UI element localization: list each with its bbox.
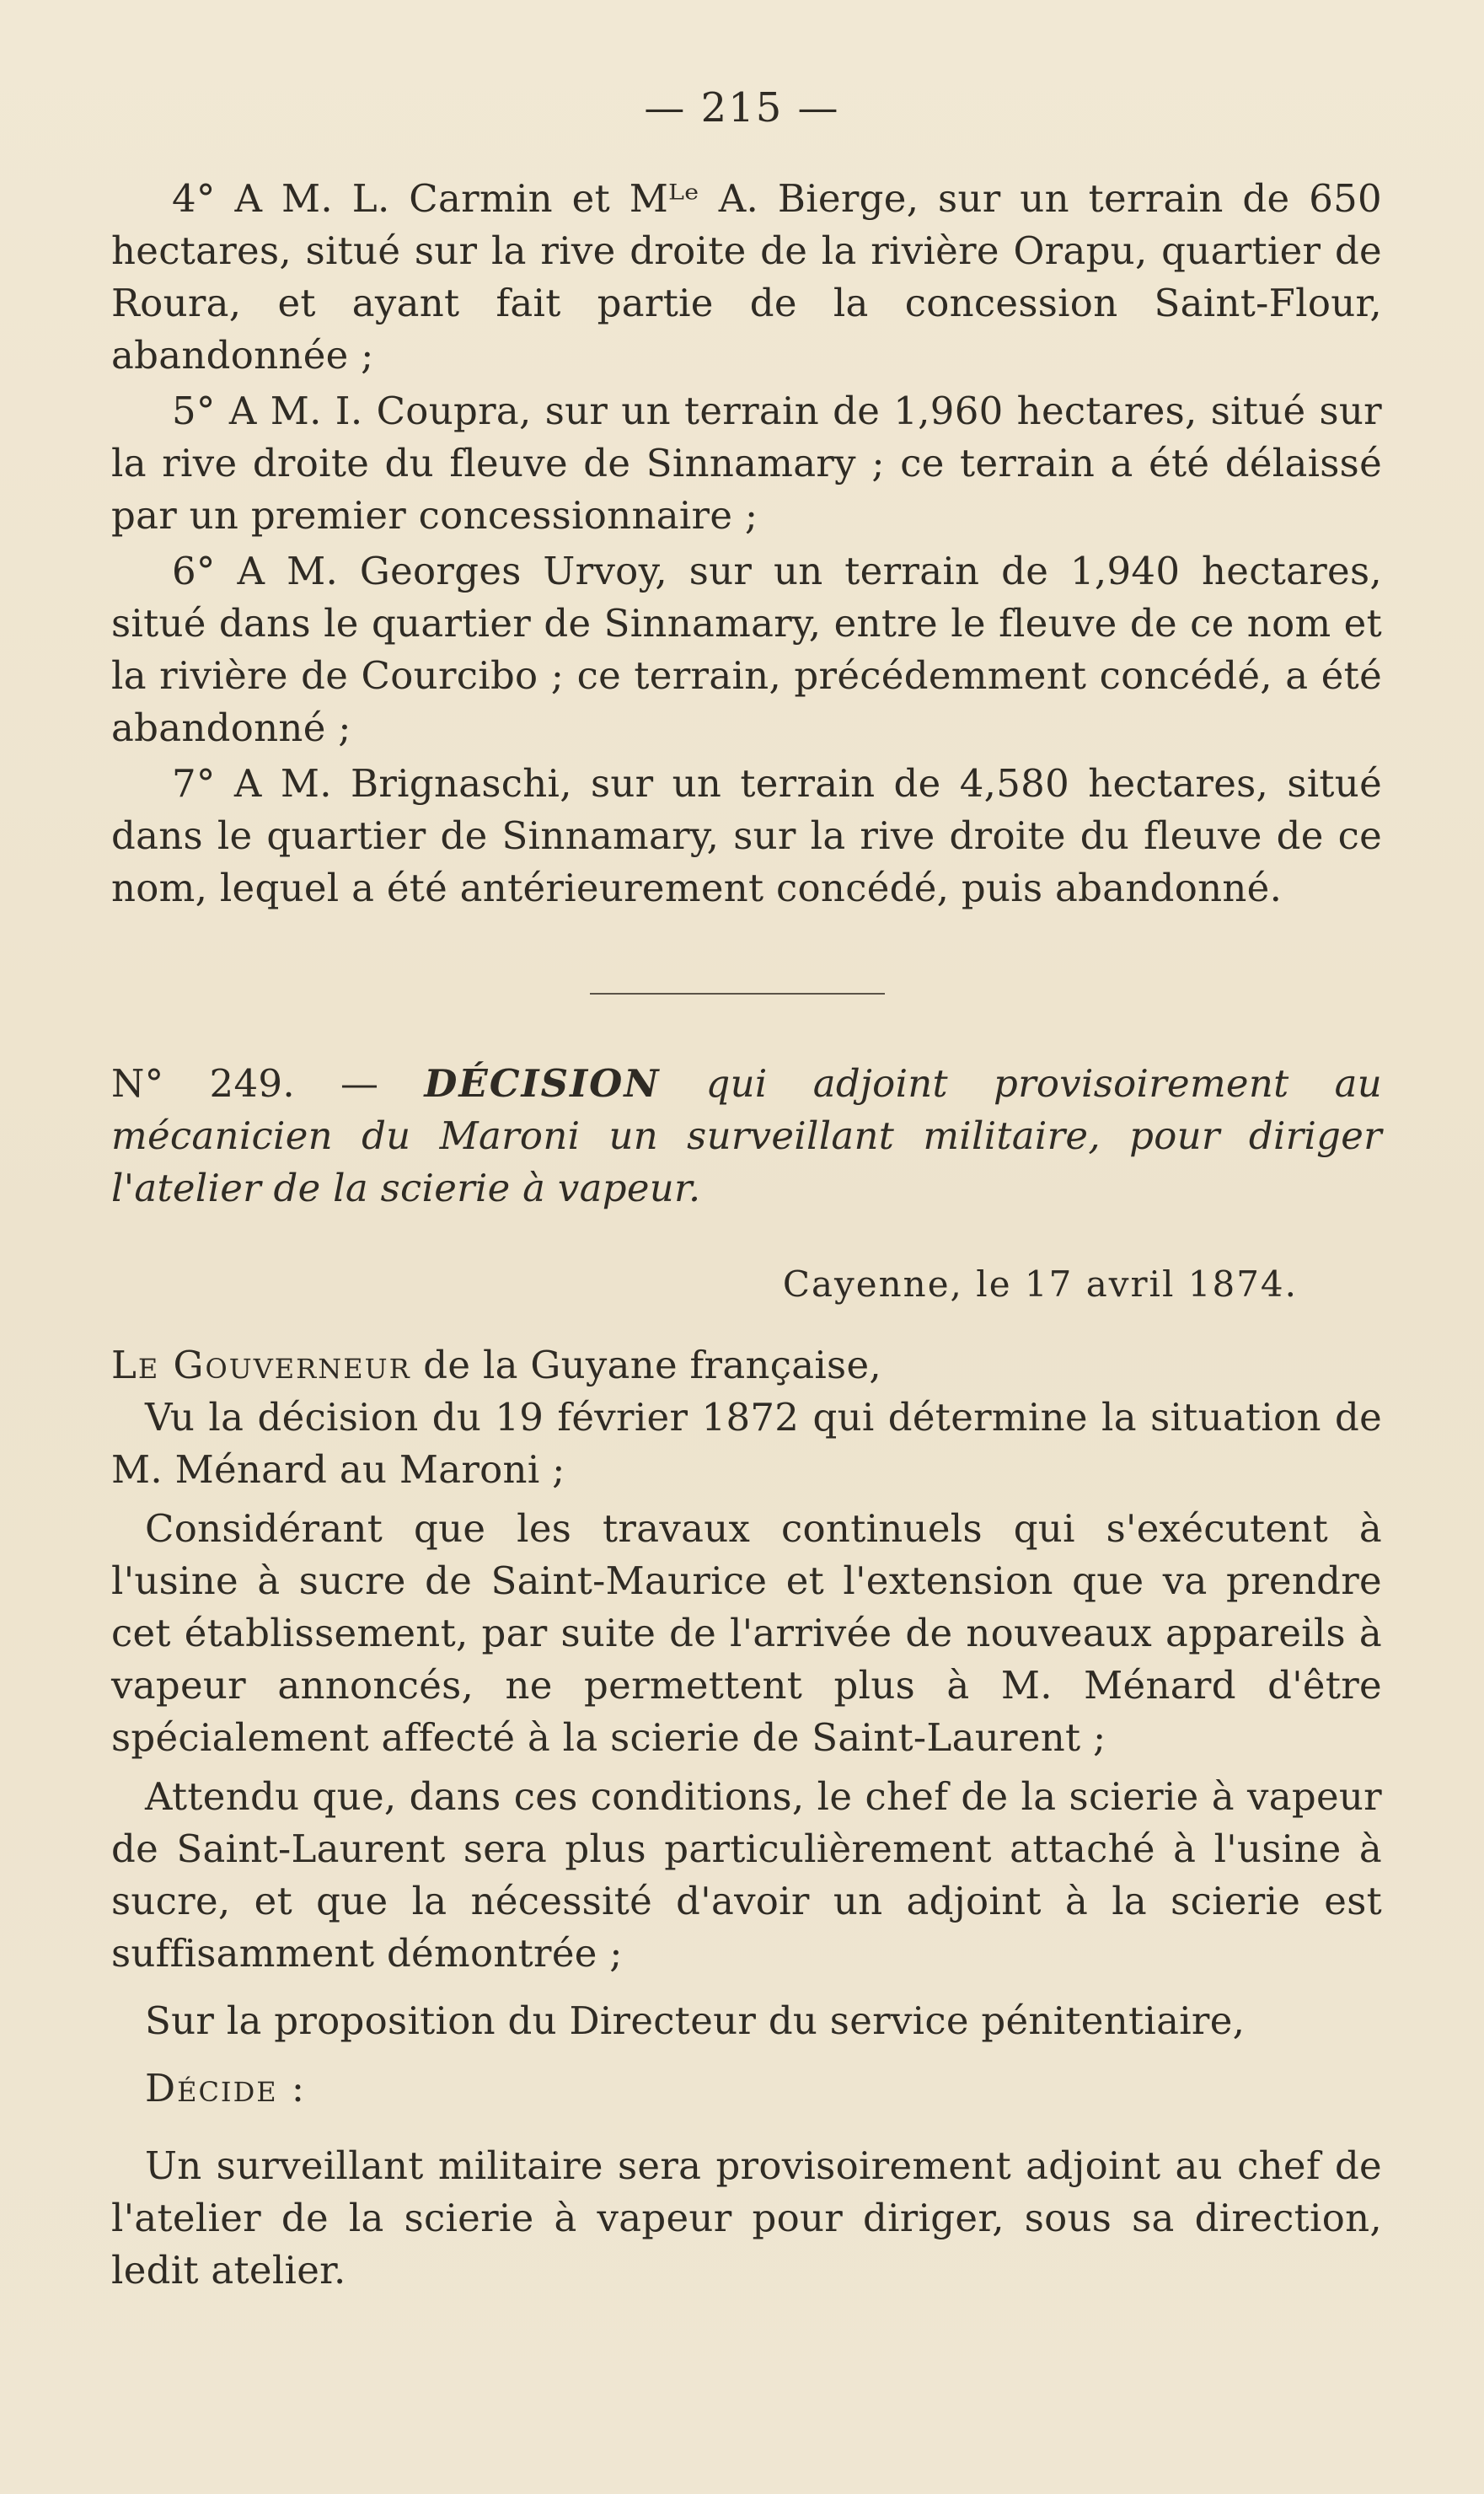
decision-section [111, 1058, 1382, 2297]
authority-caps: Le Gouverneur [111, 1343, 411, 1387]
decide-heading: Décide : [145, 2066, 307, 2111]
decision-title [111, 1058, 1382, 1215]
consideration: Vu la décision du 19 février 1872 qui détermine la situation de M. Ménard au Maroni ; [111, 1395, 1382, 1492]
concession-item: 4° A M. L. Carmin et Mᴸᵉ A. Bierge, sur un terrain de 650 hectares, situé sur la rive droite de la rivière Orapu, quartier de Roura, et ayant fait partie de la concession Saint-Flour, abandonnée ; [111, 176, 1382, 378]
concession-item: 5° A M. I. Coupra, sur un terrain de 1,960 hectares, situé sur la rive droite du fleuve de Sinnamary ; ce terrain a été délaissé par un premier concessionnaire ; [111, 389, 1382, 538]
decision-number: N° 249. — [111, 1061, 379, 1106]
place-date: Cayenne, le 17 avril 1874. [782, 1263, 1298, 1305]
ruling: Un surveillant militaire sera provisoirement adjoint au chef de l'atelier de la scierie à vapeur pour diriger, sous sa direction, ledit atelier. [111, 2143, 1382, 2293]
concession-item: 6° A M. Georges Urvoy, sur un terrain de 1,940 hectares, situé dans le quartier de Sinnamary, entre le fleuve de ce nom et la rivière de Courcibo ; ce terrain, précédemment concédé, a été abandonné ; [111, 549, 1382, 750]
consideration: Attendu que, dans ces conditions, le chef de la scierie à vapeur de Saint-Laurent sera plus particulièrement attaché à l'usine à sucre, et que la nécessité d'avoir un adjoint à la scierie est suffisamment démontrée ; [111, 1774, 1382, 1976]
decision-title-caps: DÉCISION [424, 1061, 661, 1106]
concession-list [111, 173, 1382, 914]
authority-rest: de la Guyane française, [423, 1343, 881, 1387]
consideration: Considérant que les travaux continuels qui s'exécutent à l'usine à sucre de Saint-Maurice et l'extension que va prendre cet établissement, par suite de l'arrivée de nouveaux appareils à vapeur annoncés, ne permettent plus à M. Ménard d'être spécialement affecté à la scierie de Saint-Laurent ; [111, 1506, 1382, 1760]
consideration: Sur la proposition du Directeur du service pénitentiaire, [145, 1998, 1246, 2043]
page-number: — 215 — [644, 84, 840, 131]
decision-title-rest: qui adjoint provisoirement au mécanicien du Maroni un surveillant militaire, pour diriger l'atelier de la scierie à vapeur. [111, 1061, 1382, 1210]
section-divider [590, 993, 885, 995]
authority-line [111, 1339, 1382, 1392]
concession-item: 7° A M. Brignaschi, sur un terrain de 4,580 hectares, situé dans le quartier de Sinnamary, sur la rive droite du fleuve de ce nom, lequel a été antérieurement concédé, puis abandonné. [111, 761, 1382, 910]
